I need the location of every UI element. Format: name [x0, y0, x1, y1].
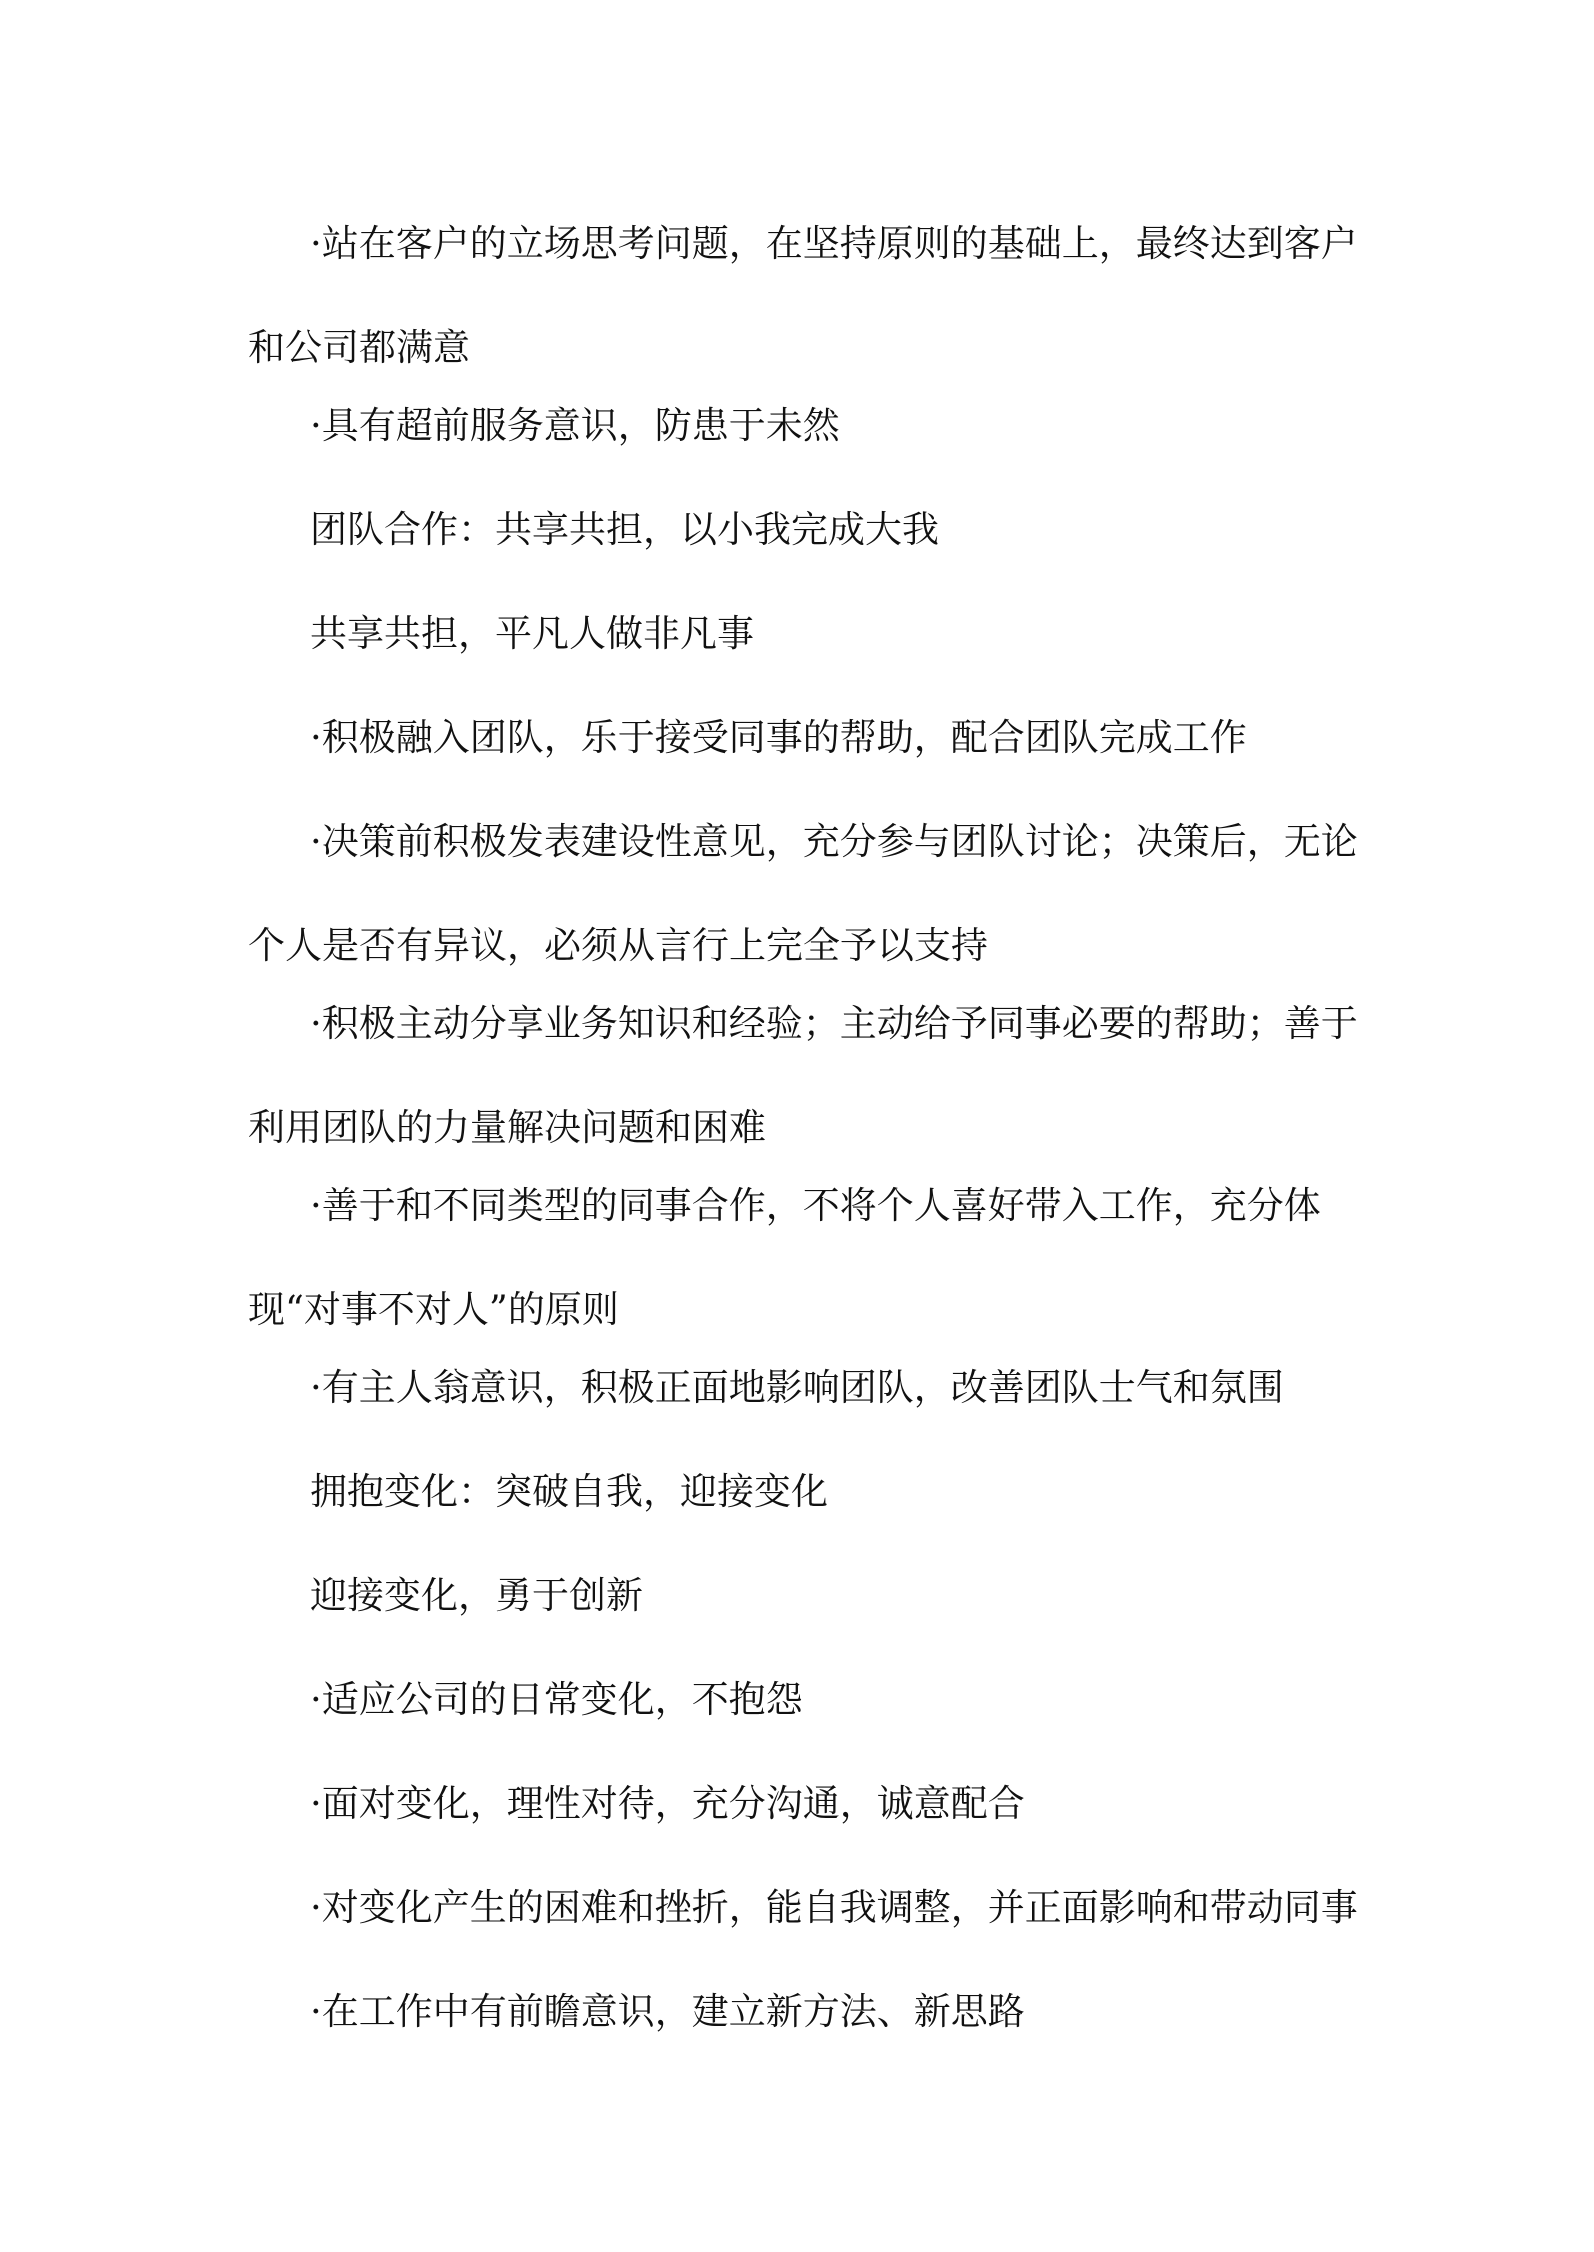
paragraph-forward-thinking: ·在工作中有前瞻意识，建立新方法、新思路: [310, 1990, 1025, 2033]
paragraph-ownership: ·有主人翁意识，积极正面地影响团队，改善团队士气和氛围: [310, 1366, 1284, 1409]
paragraph-embrace-change-heading: 拥抱变化：突破自我，迎接变化: [310, 1470, 828, 1513]
paragraph-cooperate-colleagues: ·善于和不同类型的同事合作，不将个人喜好带入工作，充分体现“对事不对人”的原则: [248, 1184, 1321, 1331]
paragraph-decision-support: ·决策前积极发表建设性意见，充分参与团队讨论；决策后，无论个人是否有异议，必须从言行上完全予以支持: [248, 820, 1358, 967]
paragraph-teamwork-subheading: 共享共担，平凡人做非凡事: [310, 612, 754, 655]
paragraph-share-knowledge: ·积极主动分享业务知识和经验；主动给予同事必要的帮助；善于利用团队的力量解决问题和困难: [248, 1002, 1358, 1149]
paragraph-adapt-changes: ·适应公司的日常变化，不抱怨: [310, 1678, 803, 1721]
paragraph-teamwork-heading: 团队合作：共享共担，以小我完成大我: [310, 508, 939, 551]
paragraph-embrace-change-subheading: 迎接变化，勇于创新: [310, 1574, 643, 1617]
paragraph-proactive-service: ·具有超前服务意识，防患于未然: [310, 404, 840, 447]
paragraph-join-team: ·积极融入团队，乐于接受同事的帮助，配合团队完成工作: [310, 716, 1247, 759]
paragraph-customer-perspective: ·站在客户的立场思考问题，在坚持原则的基础上，最终达到客户和公司都满意: [248, 222, 1358, 369]
paragraph-self-adjust: ·对变化产生的困难和挫折，能自我调整，并正面影响和带动同事: [310, 1886, 1358, 1929]
paragraph-face-changes: ·面对变化，理性对待，充分沟通，诚意配合: [310, 1782, 1025, 1825]
